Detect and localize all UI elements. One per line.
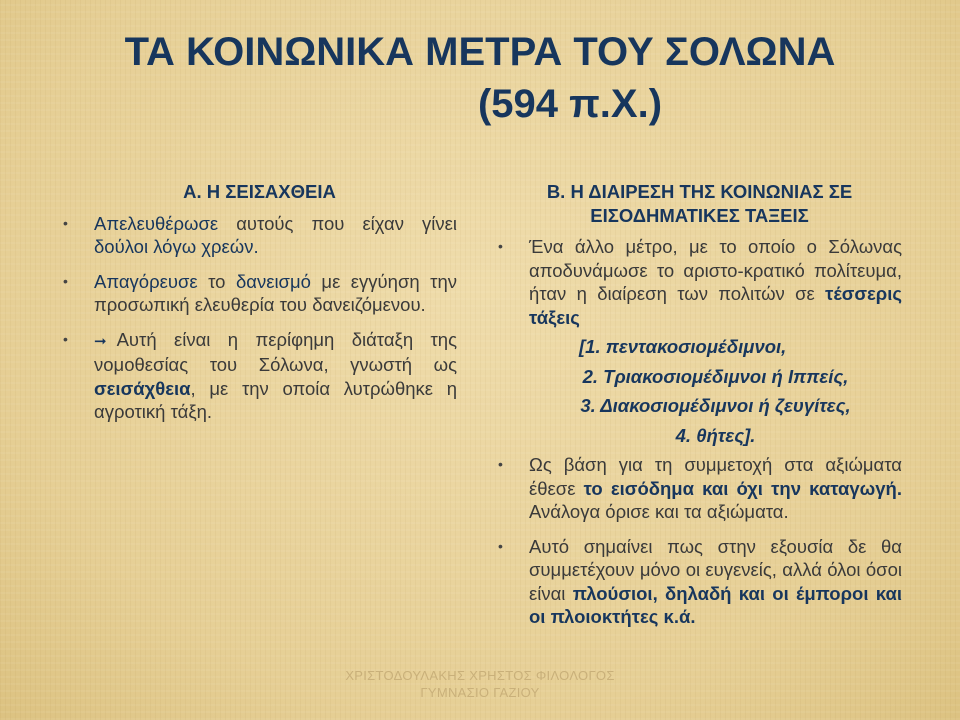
text-run: Ως βάση για τη συμμετοχή στα αξιώματα έθεσε (529, 454, 902, 499)
text-run: , με την οποία λυτρώθηκε η αγροτική τάξη. (94, 377, 457, 422)
text-run: Αυτό σημαίνει πως στην εξουσία δε θα συμμετέχουν μόνο οι ευγενείς, αλλά όλοι όσοι είναι (529, 535, 902, 604)
footer-line-2: ΓΥΜΝΑΣΙΟ ΓΑΖΙΟΥ (420, 685, 540, 700)
right-bullet-1 (497, 235, 902, 329)
left-heading: Α. Η ΣΕΙΣΑΧΘΕΙΑ (183, 181, 336, 202)
class-item: [1. πεντακοσιομέδιμνοι, (579, 336, 787, 357)
right-arrow-icon: ➞ (94, 332, 107, 350)
text-run: Απελευθέρωσε (94, 212, 219, 234)
text-run: σεισάχθεια (94, 377, 191, 399)
title-line-1: ΤΑ ΚΟΙΝΩΝΙΚΑ ΜΕΤΡΑ ΤΟΥ ΣΟΛΩΝΑ (124, 30, 836, 74)
bullet-dot-icon: • (498, 238, 503, 254)
text-run: τέσσερις τάξεις (529, 283, 902, 328)
footer-line-1: ΧΡΙΣΤΟΔΟΥΛΑΚΗΣ ΧΡΗΣΤΟΣ ΦΙΛΟΛΟΓΟΣ (345, 668, 615, 683)
slide-title (0, 26, 960, 130)
right-column (497, 180, 902, 640)
text-run: Αυτή είναι η περίφημη διάταξη της νομοθεσίας του Σόλωνα, γνωστή ως (94, 328, 457, 375)
footer (0, 667, 960, 701)
right-heading-line-1: Β. Η ΔΙΑΙΡΕΣΗ ΤΗΣ ΚΟΙΝΩΝΙΑΣ ΣΕ (546, 181, 853, 202)
class-item: 4. θήτες]. (675, 424, 756, 446)
right-bullet-3 (497, 535, 902, 629)
text-run: Ένα άλλο μέτρο, με το οποίο ο Σόλωνας αποδυνάμωσε το αριστο-κρατικό πολίτευμα, ήταν η διαίρεση των πολιτών σε (529, 236, 902, 304)
right-bullet-2 (497, 453, 902, 524)
text-run: το (197, 270, 236, 292)
left-bullet-1 (62, 212, 457, 259)
text-run: πλούσιοι, δηλαδή και οι έμποροι και οι πλοιοκτήτες κ.ά. (529, 582, 903, 627)
class-item: 2. Τριακοσιομέδιμνοι ή Ιππείς, (582, 365, 849, 387)
text-run: αυτούς που είχαν γίνει (218, 212, 457, 234)
text-run: δούλοι λόγω χρεών. (94, 236, 259, 257)
bullet-dot-icon: • (63, 272, 68, 289)
text-run: με εγγύηση την προσωπική ελευθερία του δανειζόμενου. (94, 270, 457, 315)
bullet-dot-icon: • (63, 330, 68, 347)
left-column (62, 180, 457, 434)
right-heading-line-2: ΕΙΣΟΔΗΜΑΤΙΚΕΣ ΤΑΞΕΙΣ (590, 204, 809, 226)
class-item: 3. Διακοσιομέδιμνοι ή ζευγίτες, (580, 395, 851, 416)
classes-list (497, 335, 902, 447)
left-bullet-3 (62, 328, 457, 424)
title-line-2: (594 π.Χ.) (477, 82, 663, 126)
text-run: Ανάλογα όρισε και τα αξιώματα. (529, 501, 789, 522)
text-run: Απαγόρευσε (94, 270, 198, 292)
text-run: δανεισμό (235, 270, 311, 292)
right-heading (497, 180, 902, 227)
bullet-dot-icon: • (63, 214, 68, 231)
bullet-dot-icon: • (498, 456, 503, 472)
text-run: το εισόδημα και όχι την καταγωγή. (583, 477, 902, 499)
left-bullet-2 (62, 270, 457, 317)
bullet-dot-icon: • (498, 537, 503, 554)
